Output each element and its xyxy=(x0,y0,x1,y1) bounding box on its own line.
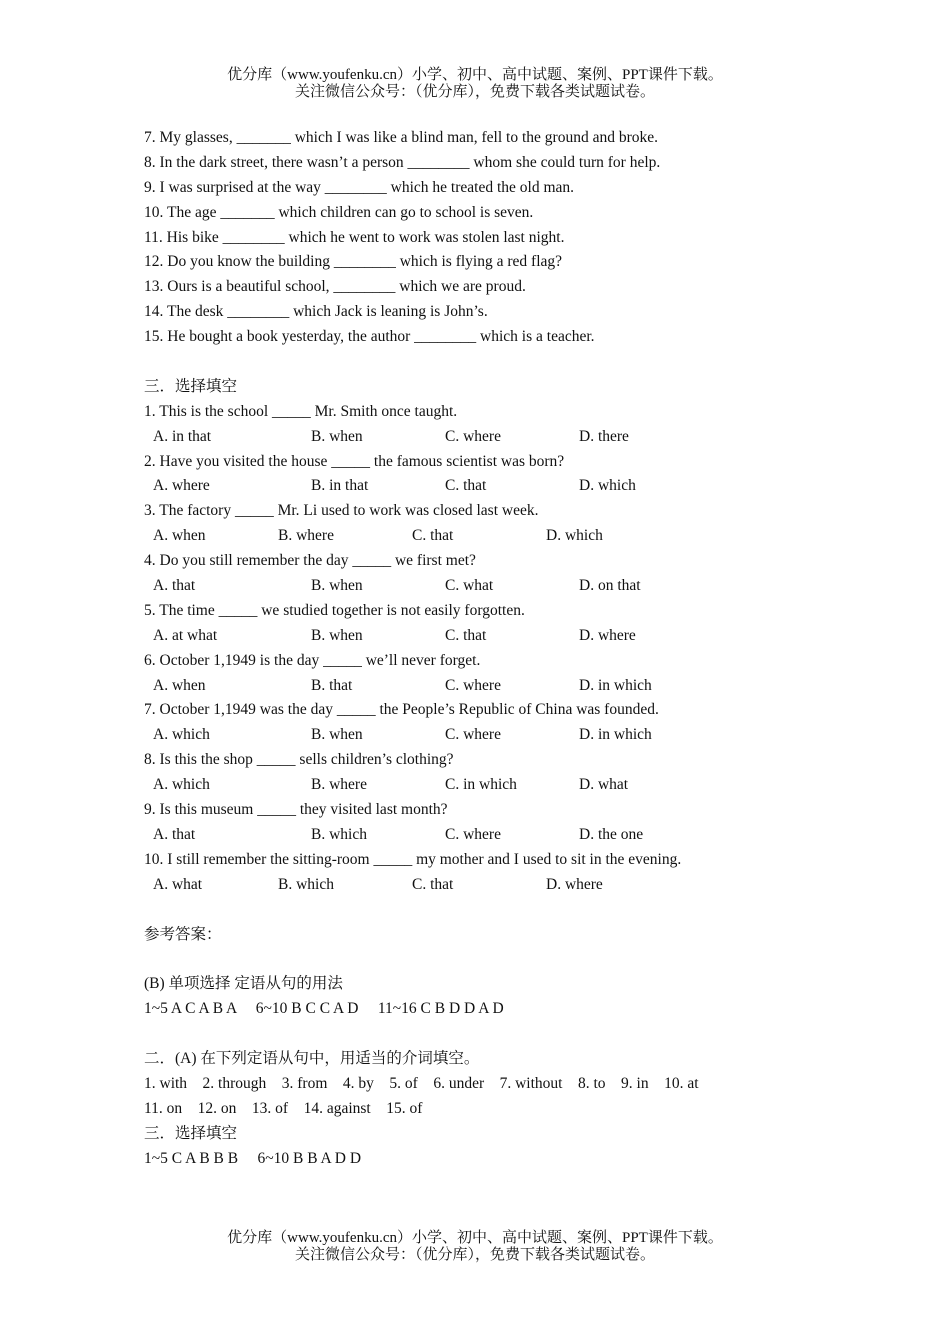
fill-item-14: 14. The desk ________ which Jack is leaning is John’s. xyxy=(144,303,488,321)
fill-item-8: 8. In the dark street, there wasn’t a person ________ whom she could turn for help. xyxy=(144,153,661,171)
fill-item-9: 9. I was surprised at the way ________ which he treated the old man. xyxy=(144,178,575,196)
option-d: D. there xyxy=(579,427,629,445)
option-a: A. which xyxy=(153,726,210,744)
answers-s3-title: 三．选择填空 xyxy=(144,1124,238,1142)
option-b: B. when xyxy=(311,577,363,595)
fill-item-15: 15. He bought a book yesterday, the author ________ which is a teacher. xyxy=(144,328,595,346)
option-a: A. at what xyxy=(153,626,218,644)
option-b: B. when xyxy=(311,726,363,744)
option-c: C. that xyxy=(412,875,454,893)
fill-item-11: 11. His bike ________ which he went to work was stolen last night. xyxy=(144,228,565,246)
option-c: C. where xyxy=(445,726,501,744)
option-a: A. in that xyxy=(153,427,212,445)
question-options xyxy=(144,474,784,499)
option-c: C. in which xyxy=(445,776,517,794)
option-b: B. in that xyxy=(311,477,369,495)
option-a: A. what xyxy=(153,875,203,893)
question-options xyxy=(144,674,784,699)
answers-s2-line1: 1. with 2. through 3. from 4. by 5. of 6. under 7. without 8. to 9. in 10. at xyxy=(144,1074,699,1092)
question-text: 5. The time _____ we studied together is not easily forgotten. xyxy=(144,601,525,619)
option-d: D. in which xyxy=(579,726,652,744)
page-footer xyxy=(0,1230,950,1264)
answers-b-line: 1~5 A C A B A 6~10 B C C A D 11~16 C B D D A D xyxy=(144,1000,504,1018)
option-a: A. that xyxy=(153,825,196,843)
answers-s2-title: 二．(A) 在下列定语从句中，用适当的介词填空。 xyxy=(144,1049,480,1067)
option-d: D. which xyxy=(579,477,636,495)
question-options xyxy=(144,624,784,649)
document-body xyxy=(144,126,784,1171)
option-d: D. which xyxy=(546,527,603,545)
option-d: D. in which xyxy=(579,676,652,694)
question-text: 2. Have you visited the house _____ the famous scientist was born? xyxy=(144,452,565,470)
footer-line-2: 关注微信公众号：（优分库），免费下载各类试题试卷。 xyxy=(294,1247,655,1263)
answers-s3-line: 1~5 C A B B B 6~10 B B A D D xyxy=(144,1149,362,1167)
option-b: B. which xyxy=(311,825,367,843)
option-d: D. on that xyxy=(579,577,641,595)
question-options xyxy=(144,723,784,748)
option-b: B. that xyxy=(311,676,353,694)
fill-item-12: 12. Do you know the building ________ which is flying a red flag? xyxy=(144,253,563,271)
option-c: C. where xyxy=(445,825,501,843)
option-d: D. where xyxy=(579,626,636,644)
question-options xyxy=(144,574,784,599)
page-header xyxy=(0,67,950,101)
option-c: C. where xyxy=(445,427,501,445)
option-a: A. when xyxy=(153,676,206,694)
option-b: B. which xyxy=(278,875,334,893)
question-text: 6. October 1,1949 is the day _____ we’ll never forget. xyxy=(144,651,481,669)
option-a: A. that xyxy=(153,577,196,595)
option-a: A. when xyxy=(153,527,206,545)
question-text: 7. October 1,1949 was the day _____ the People’s Republic of China was founded. xyxy=(144,701,659,719)
option-b: B. when xyxy=(311,626,363,644)
question-text: 8. Is this the shop _____ sells children’s clothing? xyxy=(144,751,454,769)
option-a: A. which xyxy=(153,776,210,794)
option-b: B. where xyxy=(278,527,334,545)
option-b: B. where xyxy=(311,776,367,794)
fill-item-13: 13. Ours is a beautiful school, ________ which we are proud. xyxy=(144,278,526,296)
option-a: A. where xyxy=(153,477,210,495)
section2-list xyxy=(144,126,784,350)
question-options xyxy=(144,425,784,450)
header-line-1: 优分库（www.youfenku.cn）小学、初中、高中试题、案例、PPT课件下载。 xyxy=(227,67,723,83)
question-text: 10. I still remember the sitting-room _____ my mother and I used to sit in the evening. xyxy=(144,850,682,868)
fill-item-10: 10. The age _______ which children can go to school is seven. xyxy=(144,203,534,221)
option-c: C. what xyxy=(445,577,494,595)
header-line-2: 关注微信公众号：（优分库），免费下载各类试题试卷。 xyxy=(294,84,655,100)
question-options xyxy=(144,773,784,798)
fill-item-7: 7. My glasses, _______ which I was like a blind man, fell to the ground and broke. xyxy=(144,129,658,146)
question-options xyxy=(144,873,784,898)
question-text: 3. The factory _____ Mr. Li used to work was closed last week. xyxy=(144,502,539,520)
option-d: D. the one xyxy=(579,825,644,843)
option-b: B. when xyxy=(311,427,363,445)
answer-key xyxy=(144,923,784,1172)
answers-title: 参考答案： xyxy=(144,925,222,943)
option-d: D. what xyxy=(579,776,629,794)
answers-b-title: (B) 单项选择 定语从句的用法 xyxy=(144,975,343,993)
option-d: D. where xyxy=(546,875,603,893)
section3 xyxy=(144,375,784,898)
option-c: C. that xyxy=(445,477,487,495)
answers-s2-line2: 11. on 12. on 13. of 14. against 15. of xyxy=(144,1099,423,1117)
question-text: 9. Is this museum _____ they visited last month? xyxy=(144,801,448,819)
option-c: C. that xyxy=(412,527,454,545)
question-text: 4. Do you still remember the day _____ we first met? xyxy=(144,552,476,570)
question-options xyxy=(144,524,784,549)
option-c: C. where xyxy=(445,676,501,694)
section3-title: 三．选择填空 xyxy=(144,377,238,395)
question-options xyxy=(144,823,784,848)
option-c: C. that xyxy=(445,626,487,644)
question-text: 1. This is the school _____ Mr. Smith once taught. xyxy=(144,402,458,420)
footer-line-1: 优分库（www.youfenku.cn）小学、初中、高中试题、案例、PPT课件下载。 xyxy=(227,1230,723,1246)
